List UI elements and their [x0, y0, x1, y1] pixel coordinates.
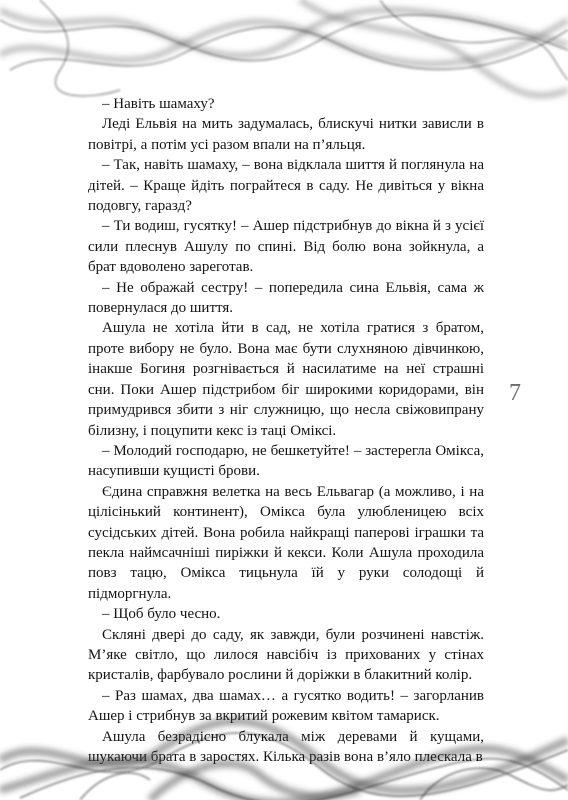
paragraph: Єдина справжня велетка на весь Ельвагар (а можливо, і на цілісінький континент), Омікса була улюбленицею всіх сусідських дітей. Вона робила найкращі паперові іграшки та пекла наймсачніші пиріжки й кекси. Коли Ашула проходила повз тацю, Омікса тицьнула їй у руки солодощі й підморгнула. [88, 483, 484, 602]
paragraph: – Ти водиш, гусятку! – Ашер підстрибнув до вікна й з усієї сили плеснув Ашулу по спині. Від болю вона зойкнула, а брат вдоволено зареготав. [88, 218, 484, 276]
paragraph: – Раз шамах, два шамах… а гусятко водить! – загорланив Ашер і стрибнув за вкритий рожевим квітом тамариск. [88, 687, 484, 725]
body-text [88, 94, 484, 767]
paragraph: – Не ображай сестру! – попередила сина Ельвія, сама ж повернулася до шиття. [88, 279, 484, 317]
paragraph: – Молодий господарю, не бешкетуйте! – застерегла Омікса, насупивши кущисті брови. [88, 442, 484, 480]
paragraph: – Щоб було чесно. [102, 606, 221, 623]
paragraph: Ашула безрадісно блукала між деревами й кущами, шукаючи брата в заростях. Кілька разів вона в’яло плескала в [88, 728, 484, 765]
paragraph: Ашула не хотіла йти в сад, не хотіла гратися з братом, проте вибору не було. Вона має бути слухняною дівчинкою, інакше Богиня розгнівається й насилатиме на неї страшні сни. Поки Ашер підстрибом біг широкими коридорами, він примудрився збити з ніг служницю, що несла свіжовипрану білизну, і поцупити кекс із таці Оміксі. [88, 320, 484, 439]
paragraph: – Так, навіть шамаху, – вона відклала шиття й поглянула на дітей. – Краще йдіть пограйтеся в саду. Не дивіться у вікна подовгу, гаразд? [88, 157, 484, 215]
paragraph: Леді Ельвія на мить задумалась, блискучі нитки зависли в повітрі, а потім усі разом впали на п’яльця. [88, 116, 484, 153]
page-number: 7 [509, 380, 521, 406]
paragraph: Скляні двері до саду, як завжди, були розчинені навстіж. М’яке світло, що лилося навсібіч із прихованих у стінах кристалів, фарбувало рослини й доріжки в блакитний колір. [88, 626, 484, 684]
paragraph: – Навіть шамаху? [102, 96, 215, 112]
